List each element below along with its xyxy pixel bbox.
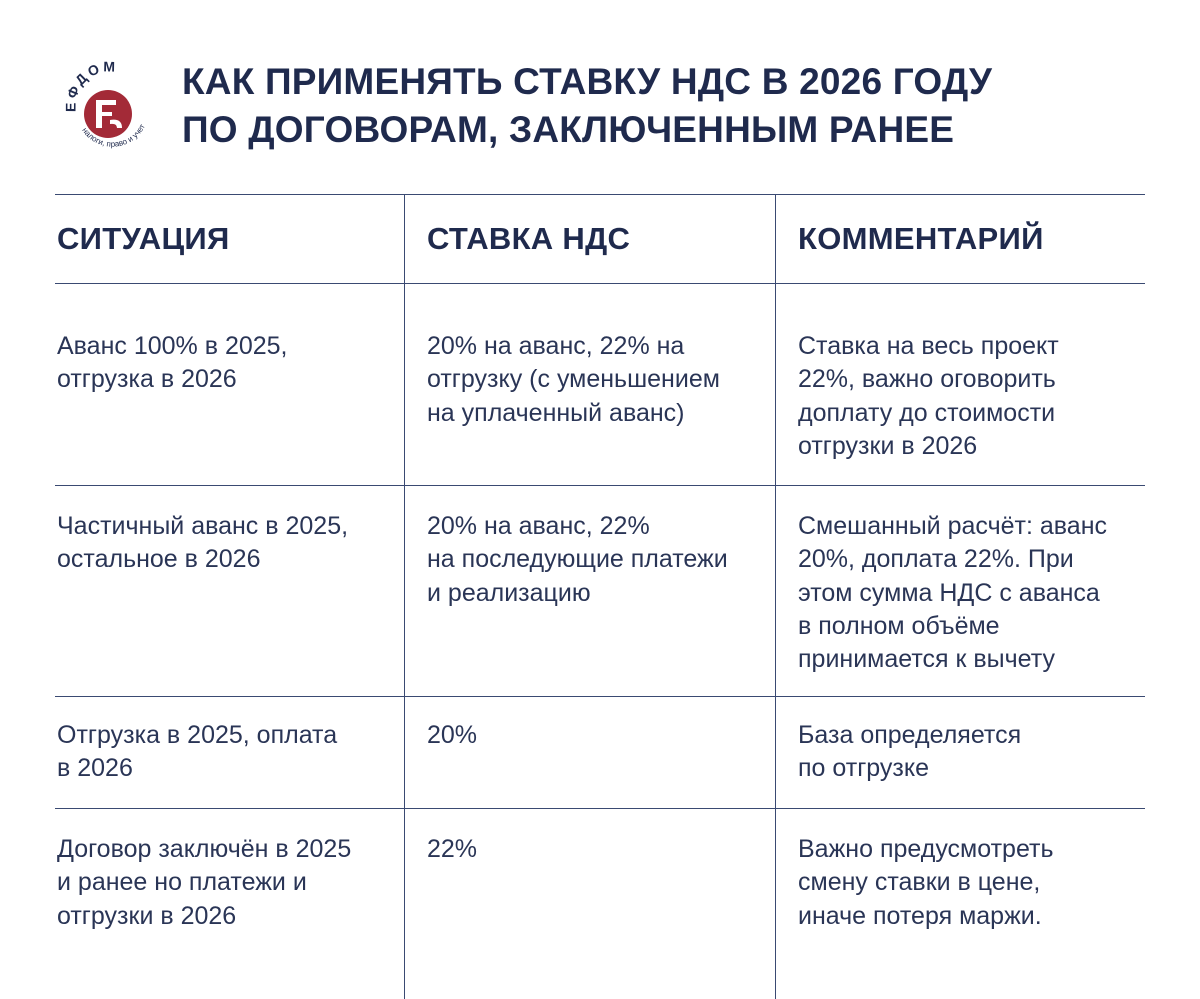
page-title-line-1: КАК ПРИМЕНЯТЬ СТАВКУ НДС В 2026 ГОДУ — [182, 61, 993, 102]
cell-vat-rate: 20% — [404, 697, 775, 808]
logo-tagline: налоги, право и учет — [80, 122, 147, 149]
vat-rate-table — [55, 194, 1145, 999]
cell-comment: Смешанный расчёт: аванс 20%, доплата 22%. При этом сумма НДС с аванса в полном объёме принимается к вычету — [775, 486, 1145, 696]
logo-letters: ЕФДОМ — [62, 60, 119, 113]
header-comment: КОММЕНТАРИЙ — [775, 195, 1145, 283]
page-title — [182, 58, 992, 154]
cell-comment: База определяется по отгрузке — [775, 697, 1145, 808]
header-vat-rate: СТАВКА НДС — [404, 195, 775, 283]
page-title-line-2: ПО ДОГОВОРАМ, ЗАКЛЮЧЕННЫМ РАНЕЕ — [182, 109, 955, 150]
table-row — [55, 284, 1145, 486]
cell-situation: Частичный аванс в 2025, остальное в 2026 — [57, 512, 349, 574]
cell-situation: Отгрузка в 2025, оплата в 2026 — [57, 721, 338, 783]
cell-situation: Договор заключён в 2025 и ранее но платежи и отгрузки в 2026 — [57, 835, 352, 930]
cell-vat-rate: 20% на аванс, 22% на последующие платежи и реализацию — [404, 486, 775, 696]
header-situation: СИТУАЦИЯ — [57, 221, 230, 256]
table-row — [55, 486, 1145, 697]
cell-comment: Важно предусмотреть смену ставки в цене, иначе потеря маржи. — [775, 809, 1145, 999]
cell-situation: Аванс 100% в 2025, отгрузка в 2026 — [57, 332, 288, 394]
efdom-logo-icon — [62, 60, 158, 156]
cell-vat-rate: 20% на аванс, 22% на отгрузку (с уменьшением на уплаченный аванс) — [404, 284, 775, 485]
table-row — [55, 697, 1145, 809]
table-header-row — [55, 195, 1145, 284]
cell-comment: Ставка на весь проект 22%, важно оговорить доплату до стоимости отгрузки в 2026 — [775, 284, 1145, 485]
table-row — [55, 809, 1145, 999]
cell-vat-rate: 22% — [404, 809, 775, 999]
